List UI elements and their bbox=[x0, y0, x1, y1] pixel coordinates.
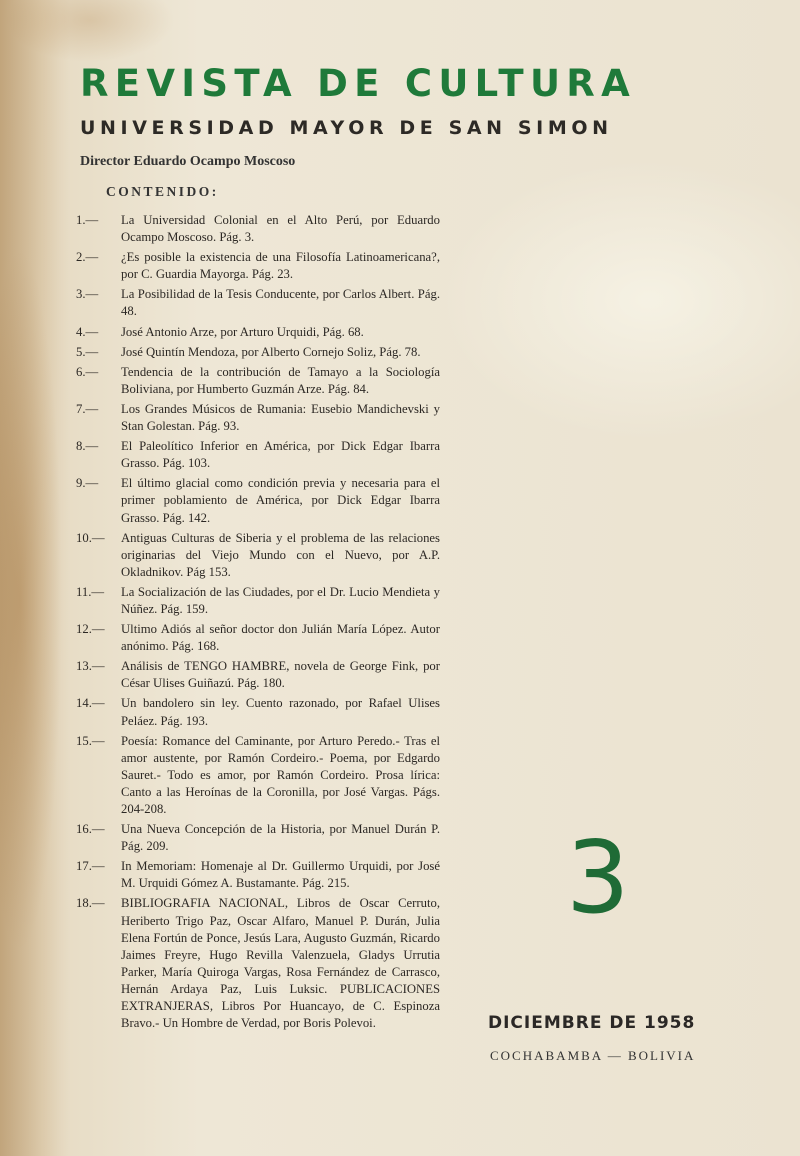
toc-entry-number: 14.— bbox=[76, 696, 105, 711]
toc-entry-text: ¿Es posible la existencia de una Filosofía Latinoamericana?, por C. Guardia Mayorga. Pág. 23. bbox=[121, 250, 440, 282]
toc-entry-number: 8.— bbox=[76, 439, 99, 454]
toc-entry bbox=[76, 621, 440, 655]
toc-entry-number: 18.— bbox=[76, 896, 105, 911]
toc-entry-text: In Memoriam: Homenaje al Dr. Guillermo Urquidi, por José M. Urquidi Gómez A. Bustamante. Pág. 215. bbox=[121, 859, 440, 891]
toc-entry bbox=[76, 658, 440, 692]
toc-entry-number: 10.— bbox=[76, 530, 105, 545]
toc-entry-text: La Socialización de las Ciudades, por el Dr. Lucio Mendieta y Núñez. Pág. 159. bbox=[121, 584, 440, 616]
toc-entry-text: Un bandolero sin ley. Cuento razonado, por Rafael Ulises Peláez. Pág. 193. bbox=[121, 696, 440, 728]
toc-entry-text: BIBLIOGRAFIA NACIONAL, Libros de Oscar Cerruto, Heriberto Trigo Paz, Oscar Alfaro, Manuel P. Durán, Julia Elena Fortún de Ponce, Jesús Lara, Augusto Guzmán, Ricardo Jaimes Freyre, Hugo Revilla Valenzuela, Gladys Urrutia Parker, María Quiroga Vargas, Rosa Fernández de Carrasco, Hernán Ardaya Paz, Luis Luksic. PUBLICACIONES EXTRANJERAS, Libros Por Huancayo, de C. Espinoza Bravo.- Un Hombre de Verdad, por Boris Polevoi. bbox=[121, 896, 440, 1031]
toc-entry-number: 16.— bbox=[76, 822, 105, 837]
toc-entry-text: Análisis de TENGO HAMBRE, novela de George Fink, por César Ulises Guiñazú. Pág. 180. bbox=[121, 659, 440, 691]
toc-entry-text: La Posibilidad de la Tesis Conducente, por Carlos Albert. Pág. 48. bbox=[121, 287, 440, 319]
issue-place: COCHABAMBA — BOLIVIA bbox=[490, 1048, 696, 1063]
toc-entry-text: Una Nueva Concepción de la Historia, por Manuel Durán P. Pág. 209. bbox=[121, 822, 440, 854]
contents-heading: CONTENIDO: bbox=[106, 184, 219, 199]
toc-entry bbox=[76, 530, 440, 581]
toc-entry-number: 7.— bbox=[76, 401, 99, 416]
toc-entry-text: El último glacial como condición previa y necesaria para el primer poblamiento de América, por Dick Edgar Ibarra Grasso. Pág. 142. bbox=[121, 476, 440, 525]
toc-entry bbox=[76, 475, 440, 526]
toc-entry-number: 15.— bbox=[76, 733, 105, 748]
toc-entry-number: 3.— bbox=[76, 287, 99, 302]
toc-entry-text: La Universidad Colonial en el Alto Perú, por Eduardo Ocampo Moscoso. Pág. 3. bbox=[121, 213, 440, 245]
toc-entry-number: 2.— bbox=[76, 250, 99, 265]
toc-entry bbox=[76, 895, 440, 1032]
toc-entry bbox=[76, 695, 440, 729]
issue-date: DICIEMBRE DE 1958 bbox=[488, 1013, 696, 1033]
journal-title: REVISTA DE CULTURA bbox=[80, 62, 637, 105]
toc-entry-text: Poesía: Romance del Caminante, por Arturo Peredo.- Tras el amor austente, por Ramón Cordeiro.- Poema, por Edgardo Sauret.- Todo es amor, por Ramón Cordeiro. Prosa lírica: Canto a las Heroínas de la Coronilla, por José Vargas. Págs. 204-208. bbox=[121, 733, 440, 816]
toc-entry bbox=[76, 324, 440, 341]
toc-entry-text: José Quintín Mendoza, por Alberto Cornejo Soliz, Pág. 78. bbox=[121, 344, 421, 359]
toc-entry-text: Los Grandes Músicos de Rumania: Eusebio Mandichevski y Stan Golestan. Pág. 93. bbox=[121, 401, 440, 434]
toc-entry-text: Ultimo Adiós al señor doctor don Julián María López. Autor anónimo. Pág. 168. bbox=[121, 622, 440, 654]
toc-entry-number: 13.— bbox=[76, 659, 105, 674]
toc-entry bbox=[76, 584, 440, 618]
toc-entry-text: Tendencia de la contribución de Tamayo a la Sociología Boliviana, por Humberto Guzmán Arze. Pág. 84. bbox=[121, 364, 440, 396]
toc-entry bbox=[76, 438, 440, 472]
table-of-contents bbox=[76, 212, 440, 1035]
toc-entry bbox=[76, 344, 440, 361]
toc-entry-number: 17.— bbox=[76, 859, 105, 874]
toc-entry bbox=[76, 733, 440, 818]
toc-entry-number: 12.— bbox=[76, 622, 105, 637]
toc-entry bbox=[76, 212, 440, 246]
toc-entry-number: 5.— bbox=[76, 344, 99, 359]
toc-entry-number: 11.— bbox=[76, 584, 105, 599]
issue-number: 3 bbox=[566, 819, 630, 936]
toc-entry bbox=[76, 286, 440, 320]
toc-entry-text: José Antonio Arze, por Arturo Urquidi, Pág. 68. bbox=[121, 324, 364, 339]
toc-entry-number: 4.— bbox=[76, 324, 99, 339]
toc-entry-text: Antiguas Culturas de Siberia y el problema de las relaciones originarias del Viejo Mundo con el Nuevo, por A.P. Okladnikov. Pág 153. bbox=[121, 530, 440, 579]
toc-entry bbox=[76, 249, 440, 283]
toc-entry-number: 1.— bbox=[76, 213, 99, 227]
paper-stain bbox=[0, 0, 70, 1156]
director-line: Director Eduardo Ocampo Moscoso bbox=[80, 154, 296, 169]
toc-entry bbox=[76, 401, 440, 435]
toc-entry bbox=[76, 364, 440, 398]
toc-entry bbox=[76, 821, 440, 855]
toc-entry bbox=[76, 858, 440, 892]
toc-entry-text: El Paleolítico Inferior en América, por Dick Edgar Ibarra Grasso. Pág. 103. bbox=[121, 439, 440, 471]
toc-entry-number: 6.— bbox=[76, 364, 99, 379]
toc-entry-number: 9.— bbox=[76, 476, 99, 491]
university-name: UNIVERSIDAD MAYOR DE SAN SIMON bbox=[80, 117, 613, 139]
